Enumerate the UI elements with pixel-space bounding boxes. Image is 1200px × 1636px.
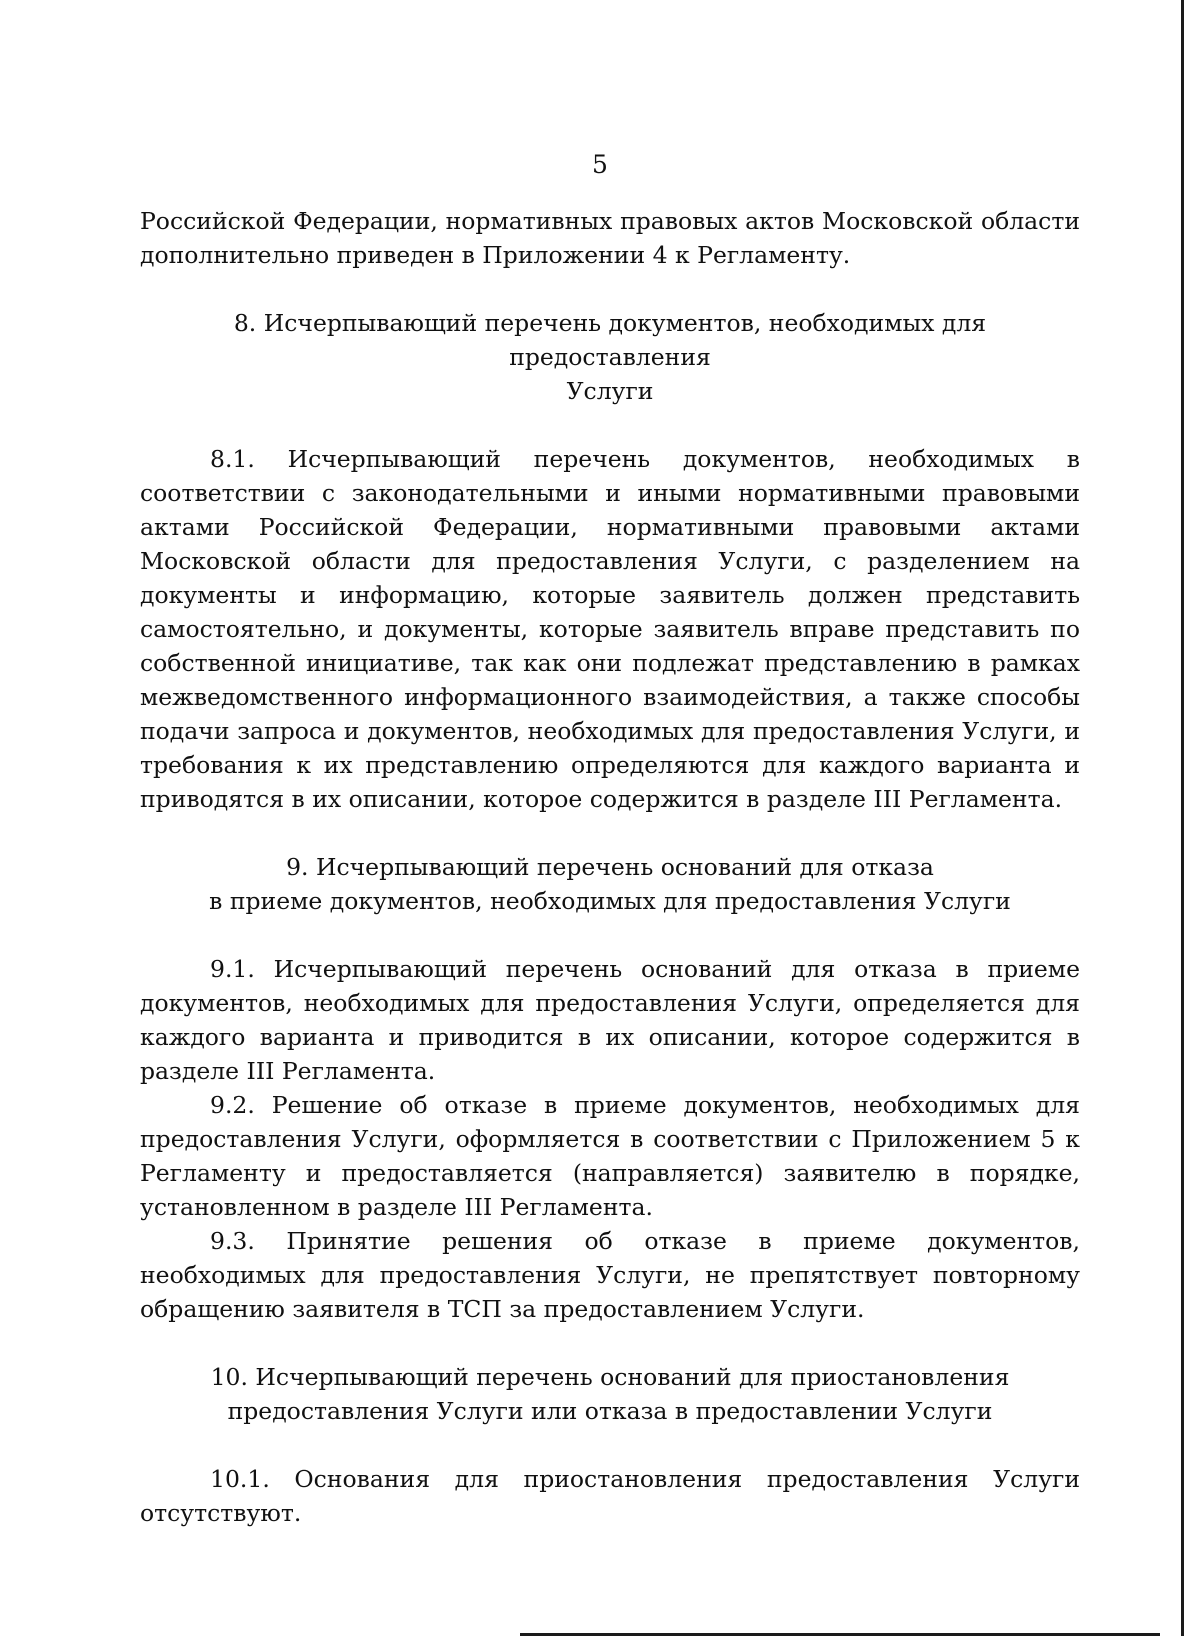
- paragraph-10-1: 10.1. Основания для приостановления предоставления Услуги отсутствуют.: [140, 1465, 1080, 1527]
- section-9-heading-line-1: 9. Исчерпывающий перечень оснований для отказа: [286, 853, 934, 881]
- section-10-heading-line-1: 10. Исчерпывающий перечень оснований для приостановления: [210, 1363, 1010, 1391]
- paragraph-8-1: 8.1. Исчерпывающий перечень документов, необходимых в соответствии с законодательными и иными нормативными правовыми актами Российской Федерации, нормативными правовыми актами Московской области для предоставления Услуги, с разделением на документы и информацию, которые заявитель должен представить самостоятельно, и документы, которые заявитель вправе представить по собственной инициативе, так как они подлежат представлению в рамках межведомственного информационного взаимодействия, а также способы подачи запроса и документов, необходимых для предоставления Услуги, и требования к их представлению определяются для каждого варианта и приводятся в их описании, которое содержится в разделе III Регламента.: [140, 445, 1080, 813]
- page-number: 5: [592, 150, 608, 179]
- document-body: [140, 204, 1080, 1530]
- section-8-heading-line-2: Услуги: [566, 377, 654, 405]
- section-10-heading-line-2: предоставления Услуги или отказа в предоставлении Услуги: [227, 1397, 993, 1425]
- section-9-heading-line-2: в приеме документов, необходимых для предоставления Услуги: [209, 887, 1011, 915]
- paragraph-9-1: 9.1. Исчерпывающий перечень оснований для отказа в приеме документов, необходимых для предоставления Услуги, определяется для каждого варианта и приводится в их описании, которое содержится в разделе III Регламента.: [140, 955, 1080, 1085]
- scan-edge-line: [1181, 0, 1184, 1636]
- paragraph-intro: Российской Федерации, нормативных правовых актов Московской области дополнительно приведен в Приложении 4 к Регламенту.: [140, 207, 1080, 269]
- paragraph-9-2: 9.2. Решение об отказе в приеме документов, необходимых для предоставления Услуги, оформляется в соответствии с Приложением 5 к Регламенту и предоставляется (направляется) заявителю в порядке, установленном в разделе III Регламента.: [140, 1091, 1080, 1221]
- section-8-heading-line-1: 8. Исчерпывающий перечень документов, необходимых для предоставления: [233, 309, 987, 371]
- paragraph-9-3: 9.3. Принятие решения об отказе в приеме документов, необходимых для предоставления Услуги, не препятствует повторному обращению заявителя в ТСП за предоставлением Услуги.: [140, 1227, 1080, 1323]
